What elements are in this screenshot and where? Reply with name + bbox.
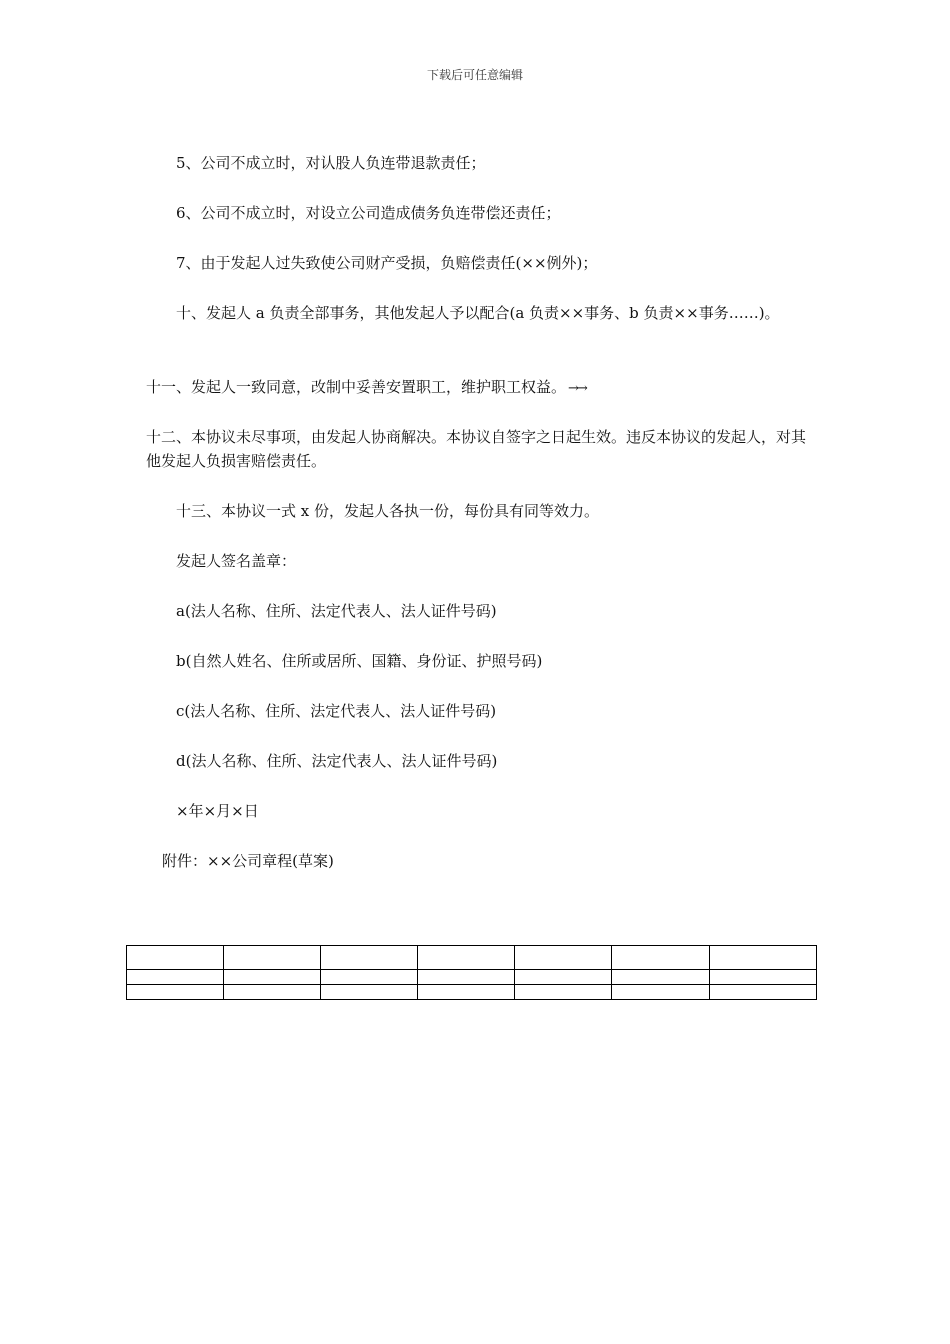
table-cell xyxy=(515,970,612,985)
clause-12: 十二、本协议未尽事项，由发起人协商解决。本协议自签字之日起生效。违反本协议的发起人，对其他发起人负损害赔偿责任。 xyxy=(146,428,807,470)
table-cell xyxy=(224,946,321,970)
table-cell xyxy=(127,985,224,1000)
table-cell xyxy=(515,946,612,970)
party-d: d(法人名称、住所、法定代表人、法人证件号码) xyxy=(176,752,498,770)
table-cell xyxy=(321,985,418,1000)
table-cell xyxy=(710,946,817,970)
table-cell xyxy=(612,946,710,970)
table-cell xyxy=(127,946,224,970)
clause-11 xyxy=(146,375,586,401)
clause-10: 十、发起人 a 负责全部事务，其他发起人予以配合(a 负责××事务、b 负责××事务……)。 xyxy=(176,304,780,322)
table-cell xyxy=(418,970,515,985)
table-cell xyxy=(224,970,321,985)
clause-13: 十三、本协议一式 x 份，发起人各执一份，每份具有同等效力。 xyxy=(176,502,599,520)
table-row xyxy=(127,985,817,1000)
table-row xyxy=(127,946,817,970)
table-cell xyxy=(321,946,418,970)
table-cell xyxy=(515,985,612,1000)
date-line: ×年×月×日 xyxy=(176,802,259,820)
attachment-line: 附件：××公司章程(草案) xyxy=(162,852,334,870)
clause-11-text: 十一、发起人一致同意，改制中妥善安置职工，维护职工权益。 xyxy=(146,378,567,396)
blank-table xyxy=(126,945,817,1000)
table-cell xyxy=(224,985,321,1000)
table-cell xyxy=(321,970,418,985)
signature-heading: 发起人签名盖章： xyxy=(176,552,297,570)
table-cell xyxy=(418,985,515,1000)
header-note: 下载后可任意编辑 xyxy=(426,68,523,82)
table-cell xyxy=(127,970,224,985)
table-cell xyxy=(612,970,710,985)
table-cell xyxy=(710,985,817,1000)
arrow-mark-icon: →→ xyxy=(568,381,586,396)
item-7: 7、由于发起人过失致使公司财产受损，负赔偿责任(××例外)； xyxy=(176,254,598,272)
party-b: b(自然人姓名、住所或居所、国籍、身份证、护照号码) xyxy=(176,652,543,670)
table-cell xyxy=(418,946,515,970)
party-a: a(法人名称、住所、法定代表人、法人证件号码) xyxy=(176,602,497,620)
table-cell xyxy=(710,970,817,985)
item-6: 6、公司不成立时，对设立公司造成债务负连带偿还责任； xyxy=(176,204,561,222)
party-c: c(法人名称、住所、法定代表人、法人证件号码) xyxy=(176,702,497,720)
table-row xyxy=(127,970,817,985)
table-cell xyxy=(612,985,710,1000)
item-5: 5、公司不成立时，对认股人负连带退款责任； xyxy=(176,154,486,172)
